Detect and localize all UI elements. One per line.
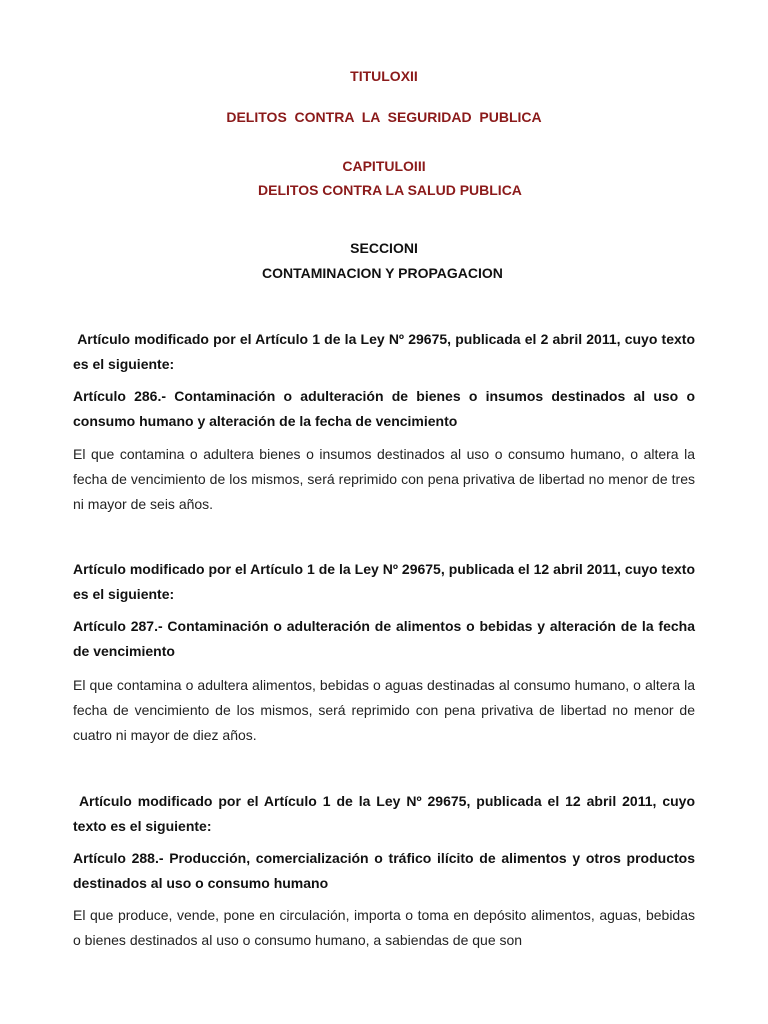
article-286-note: Artículo modificado por el Artículo 1 de la Ley Nº 29675, publicada el 2 abril 2011, cuyo texto es el siguiente: xyxy=(73,331,699,372)
article-287-heading: Artículo 287.- Contaminación o adulteración de alimentos o bebidas y alteración de la fecha de vencimiento xyxy=(73,618,695,659)
seccion-name: CONTAMINACION Y PROPAGACION xyxy=(262,265,503,281)
article-288-body: El que produce, vende, pone en circulación, importa o toma en depósito alimentos, aguas, bebidas o bienes destinados al uso o consumo humano, a sabiendas de que son xyxy=(73,907,695,948)
article-287-body: El que contamina o adultera alimentos, bebidas o aguas destinadas al consumo humano, o altera la fecha de vencimiento de los mismos, será reprimido con pena privativa de libertad no menor de cuatro ni mayor de diez años. xyxy=(73,677,695,743)
seccion-heading: SECCIONI xyxy=(350,240,418,256)
article-286-body: El que contamina o adultera bienes o insumos destinados al uso o consumo humano, o altera la fecha de vencimiento de los mismos, será reprimido con pena privativa de libertad no menor de tres ni mayor de seis años. xyxy=(73,446,695,512)
capitulo-name: DELITOS CONTRA LA SALUD PUBLICA xyxy=(258,182,522,198)
article-288-heading: Artículo 288.- Producción, comercialización o tráfico ilícito de alimentos y otros productos destinados al uso o consumo humano xyxy=(73,850,695,891)
capitulo-heading: CAPITULOIII xyxy=(342,158,426,174)
article-288-note: Artículo modificado por el Artículo 1 de la Ley Nº 29675, publicada el 12 abril 2011, cuyo texto es el siguiente: xyxy=(73,793,699,834)
article-287-note: Artículo modificado por el Artículo 1 de la Ley Nº 29675, publicada el 12 abril 2011, cuyo texto es el siguiente: xyxy=(73,561,695,602)
titulo-heading: TITULOXII xyxy=(350,68,418,84)
article-286-heading: Artículo 286.- Contaminación o adulteración de bienes o insumos destinados al uso o consumo humano y alteración de la fecha de vencimiento xyxy=(73,388,695,429)
titulo-name: DELITOS CONTRA LA SEGURIDAD PUBLICA xyxy=(226,109,542,125)
